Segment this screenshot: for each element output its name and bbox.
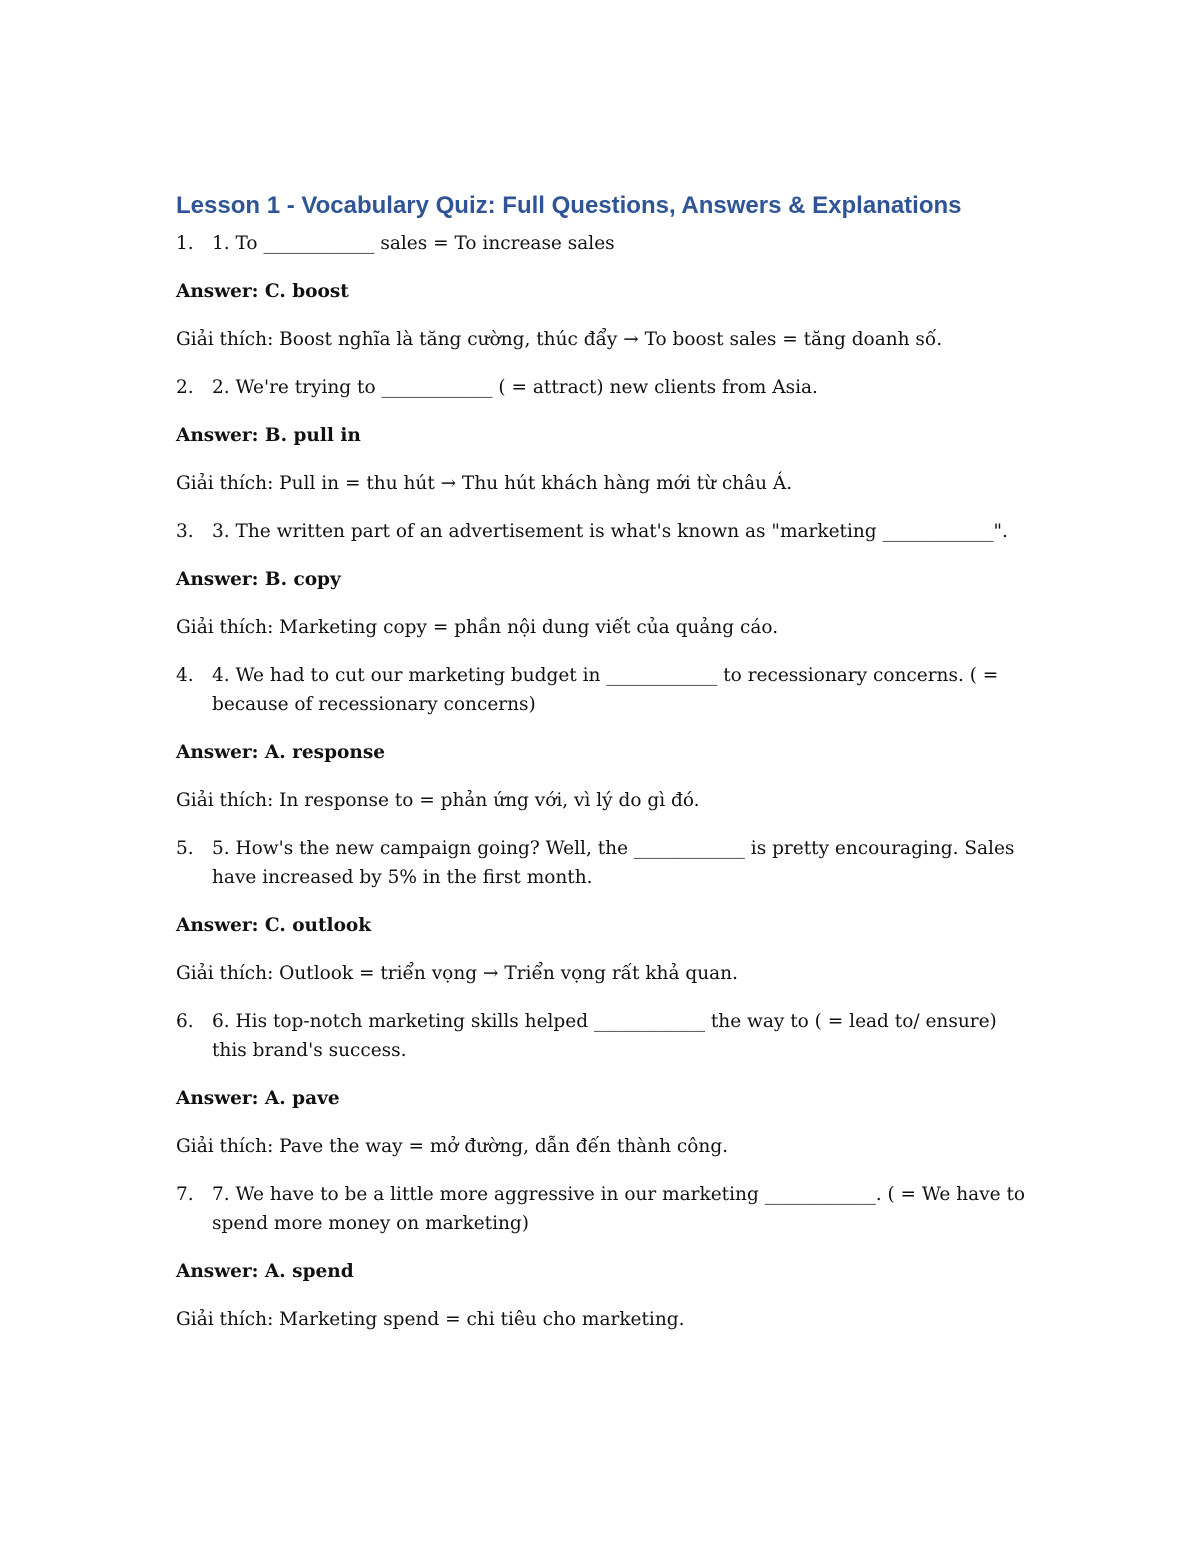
document-title: Lesson 1 - Vocabulary Quiz: Full Questions, Answers & Explanations xyxy=(176,192,962,219)
answer-line: Answer: A. spend xyxy=(176,1261,354,1282)
question-number: 6. xyxy=(176,1011,194,1032)
quiz-item xyxy=(176,834,1036,988)
question-row xyxy=(176,373,1036,402)
question-number: 3. xyxy=(176,521,194,542)
explanation-line: Giải thích: Pave the way = mở đường, dẫn đến thành công. xyxy=(176,1136,729,1157)
question-text-after: sales = To increase sales xyxy=(380,233,615,254)
question-text-before: 1. To xyxy=(212,233,258,254)
explanation-line: Giải thích: In response to = phản ứng với, vì lý do gì đó. xyxy=(176,790,700,811)
explanation-line: Giải thích: Boost nghĩa là tăng cường, thúc đẩy → To boost sales = tăng doanh số. xyxy=(176,329,943,350)
answer-line: Answer: B. pull in xyxy=(176,425,361,446)
answer-line: Answer: A. response xyxy=(176,742,386,763)
question-row xyxy=(176,834,1036,892)
question-text-before: 2. We're trying to xyxy=(212,377,376,398)
quiz-item xyxy=(176,373,1036,498)
question-text xyxy=(212,661,1036,719)
question-row xyxy=(176,517,1036,546)
question-number: 1. xyxy=(176,233,194,254)
question-number: 2. xyxy=(176,377,194,398)
question-number: 4. xyxy=(176,665,194,686)
question-text-before: 6. His top-notch marketing skills helped xyxy=(212,1011,589,1032)
explanation-line: Giải thích: Marketing spend = chi tiêu cho marketing. xyxy=(176,1309,685,1330)
question-text xyxy=(212,229,1036,258)
question-text-before: 3. The written part of an advertisement is what's known as "marketing xyxy=(212,521,877,542)
question-text xyxy=(212,834,1036,892)
question-text-after: is pretty encouraging. Sales have increased by 5% in the first month. xyxy=(212,838,1015,888)
question-text-after: ( = attract) new clients from Asia. xyxy=(498,377,818,398)
question-text-before: 5. How's the new campaign going? Well, the xyxy=(212,838,629,859)
question-text xyxy=(212,1180,1036,1238)
answer-line: Answer: B. copy xyxy=(176,569,341,590)
quiz-item xyxy=(176,229,1036,354)
explanation-line: Giải thích: Pull in = thu hút → Thu hút khách hàng mới từ châu Á. xyxy=(176,473,793,494)
question-text-after: ". xyxy=(993,521,1008,542)
answer-line: Answer: A. pave xyxy=(176,1088,340,1109)
answer-blank: ____________ xyxy=(381,377,493,398)
answer-blank: ____________ xyxy=(593,1011,705,1032)
question-text-after: the way to ( = lead to/ ensure) this brand's success. xyxy=(212,1011,997,1061)
answer-blank: ____________ xyxy=(633,838,745,859)
question-row xyxy=(176,661,1036,719)
question-number: 5. xyxy=(176,838,194,859)
question-text xyxy=(212,517,1036,546)
question-text xyxy=(212,1007,1036,1065)
question-text-before: 4. We had to cut our marketing budget in xyxy=(212,665,601,686)
question-number: 7. xyxy=(176,1184,194,1205)
question-row xyxy=(176,1007,1036,1065)
question-row xyxy=(176,229,1036,258)
question-text-after: . ( = We have to spend more money on marketing) xyxy=(212,1184,1026,1234)
quiz-item xyxy=(176,1007,1036,1161)
question-row xyxy=(176,1180,1036,1238)
question-text-before: 7. We have to be a little more aggressive in our marketing xyxy=(212,1184,759,1205)
question-text xyxy=(212,373,1036,402)
document-page xyxy=(176,190,1036,1353)
quiz-item xyxy=(176,517,1036,642)
answer-blank: ____________ xyxy=(606,665,718,686)
answer-blank: ____________ xyxy=(263,233,375,254)
question-list xyxy=(176,229,1036,1334)
explanation-line: Giải thích: Marketing copy = phần nội dung viết của quảng cáo. xyxy=(176,617,779,638)
question-text-after: to recessionary concerns. ( = because of recessionary concerns) xyxy=(212,665,999,715)
answer-line: Answer: C. boost xyxy=(176,281,349,302)
explanation-line: Giải thích: Outlook = triển vọng → Triển vọng rất khả quan. xyxy=(176,963,738,984)
answer-line: Answer: C. outlook xyxy=(176,915,372,936)
quiz-item xyxy=(176,1180,1036,1334)
answer-blank: ____________ xyxy=(882,521,994,542)
quiz-item xyxy=(176,661,1036,815)
answer-blank: ____________ xyxy=(764,1184,876,1205)
